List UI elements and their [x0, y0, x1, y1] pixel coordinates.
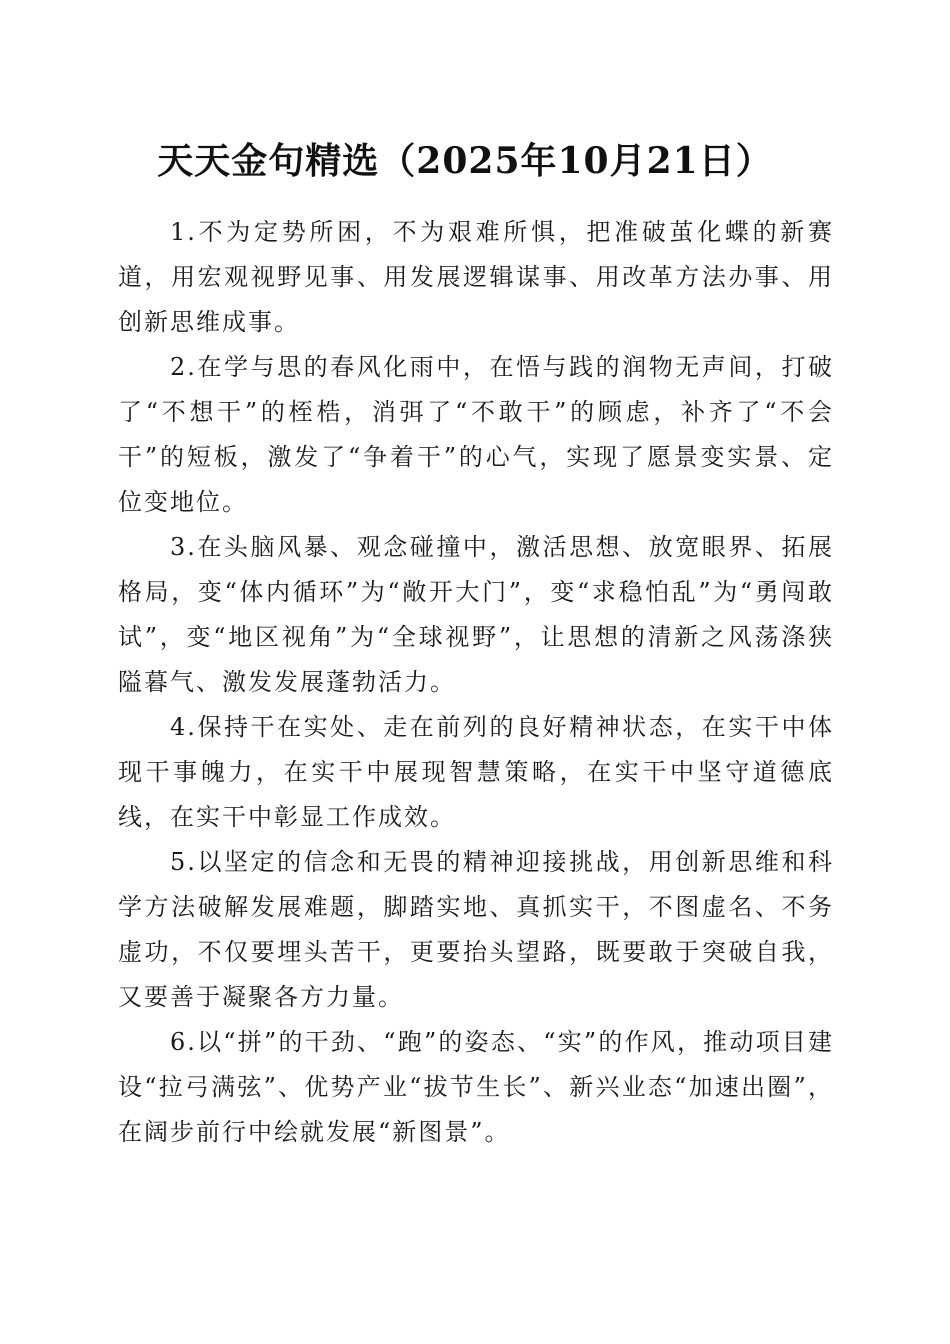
document-title: 天天金句精选（2025年10月21日）: [157, 140, 773, 182]
document-body: [118, 210, 834, 1155]
quote-paragraph-6: 6.以“拼”的干劲、“跑”的姿态、“实”的作风，推动项目建设“拉弓满弦”、优势产业“拔节生长”、新兴业态“加速出圈”，在阔步前行中绘就发展“新图景”。: [118, 1028, 834, 1146]
quote-paragraph-1: 1.不为定势所困，不为艰难所惧，把准破茧化蝶的新赛道，用宏观视野见事、用发展逻辑谋事、用改革方法办事、用创新思维成事。: [118, 218, 834, 336]
quote-paragraph-4: 4.保持干在实处、走在前列的良好精神状态，在实干中体现干事魄力，在实干中展现智慧策略，在实干中坚守道德底线，在实干中彰显工作成效。: [118, 713, 834, 831]
quote-paragraph-2: 2.在学与思的春风化雨中，在悟与践的润物无声间，打破了“不想干”的桎梏，消弭了“不敢干”的顾虑，补齐了“不会干”的短板，激发了“争着干”的心气，实现了愿景变实景、定位变地位。: [118, 353, 834, 516]
quote-paragraph-3: 3.在头脑风暴、观念碰撞中，激活思想、放宽眼界、拓展格局，变“体内循环”为“敞开大门”，变“求稳怕乱”为“勇闯敢试”，变“地区视角”为“全球视野”，让思想的清新之风荡涤狭隘暮气、激发发展蓬勃活力。: [118, 533, 834, 696]
quote-paragraph-5: 5.以坚定的信念和无畏的精神迎接挑战，用创新思维和科学方法破解发展难题，脚踏实地、真抓实干，不图虚名、不务虚功，不仅要埋头苦干，更要抬头望路，既要敢于突破自我，又要善于凝聚各方力量。: [118, 848, 834, 1011]
